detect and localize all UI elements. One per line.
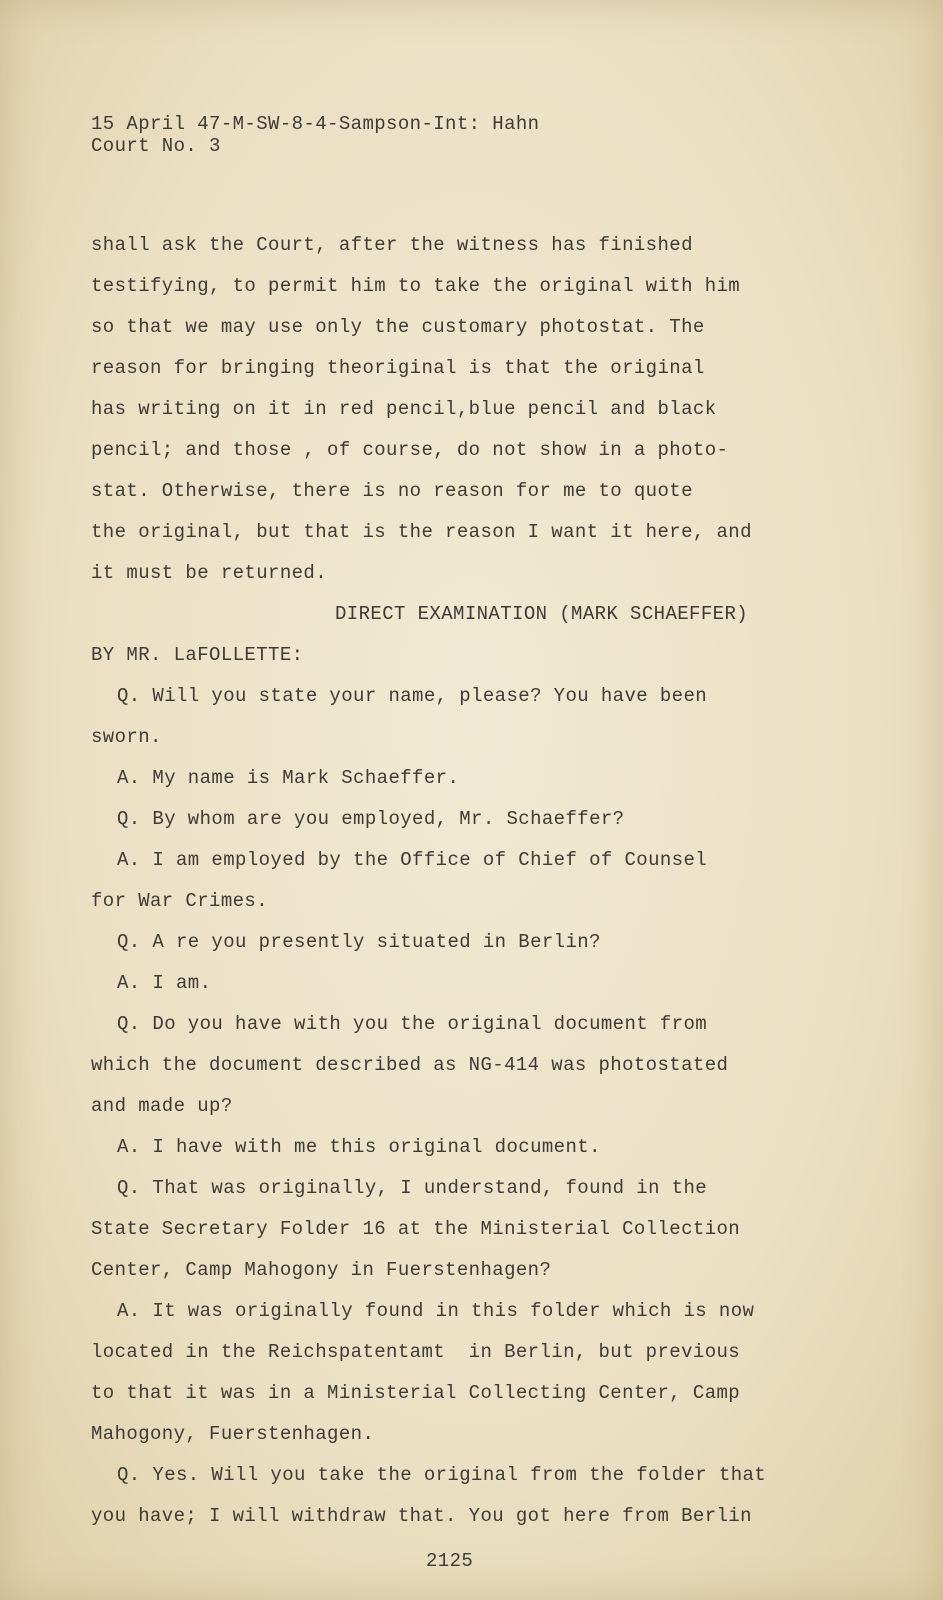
- section-heading: DIRECT EXAMINATION (MARK SCHAEFFER): [335, 603, 749, 625]
- body-line: State Secretary Folder 16 at the Ministerial Collection: [91, 1218, 741, 1240]
- header-court: Court No. 3: [91, 135, 221, 157]
- body-line: which the document described as NG-414 was photostated: [91, 1054, 729, 1076]
- answer-line: A. I am.: [117, 972, 212, 994]
- header-reference: 15 April 47-M-SW-8-4-Sampson-Int: Hahn: [91, 113, 540, 135]
- examiner-line: BY MR. LaFOLLETTE:: [91, 644, 304, 666]
- body-line: to that it was in a Ministerial Collecting Center, Camp: [91, 1382, 741, 1404]
- body-line: you have; I will withdraw that. You got here from Berlin: [91, 1505, 752, 1527]
- answer-line: A. It was originally found in this folder which is now: [117, 1300, 755, 1322]
- answer-line: A. I am employed by the Office of Chief of Counsel: [117, 849, 708, 871]
- body-line: Center, Camp Mahogony in Fuerstenhagen?: [91, 1259, 552, 1281]
- body-line: and made up?: [91, 1095, 233, 1117]
- document-header: [91, 113, 539, 157]
- body-line: it must be returned.: [91, 562, 328, 584]
- body-line: testifying, to permit him to take the original with him: [91, 275, 741, 297]
- body-line: pencil; and those , of course, do not show in a photo-: [91, 439, 729, 461]
- answer-line: A. I have with me this original document.: [117, 1136, 601, 1158]
- page-number: 2125: [426, 1550, 474, 1572]
- question-line: Q. Will you state your name, please? You have been: [117, 685, 708, 707]
- question-line: Q. A re you presently situated in Berlin?: [117, 931, 601, 953]
- body-line: has writing on it in red pencil,blue pencil and black: [91, 398, 717, 420]
- question-line: Q. That was originally, I understand, found in the: [117, 1177, 708, 1199]
- body-line: for War Crimes.: [91, 890, 269, 912]
- answer-line: A. My name is Mark Schaeffer.: [117, 767, 460, 789]
- body-line: shall ask the Court, after the witness has finished: [91, 234, 693, 256]
- body-line: stat. Otherwise, there is no reason for me to quote: [91, 480, 693, 502]
- question-line: Q. Do you have with you the original document from: [117, 1013, 708, 1035]
- body-line: located in the Reichspatentamt in Berlin, but previous: [91, 1341, 741, 1363]
- body-line: sworn.: [91, 726, 162, 748]
- question-line: Q. By whom are you employed, Mr. Schaeffer?: [117, 808, 625, 830]
- body-line: the original, but that is the reason I want it here, and: [91, 521, 752, 543]
- body-line: reason for bringing theoriginal is that the original: [91, 357, 705, 379]
- question-line: Q. Yes. Will you take the original from the folder that: [117, 1464, 767, 1486]
- body-line: Mahogony, Fuerstenhagen.: [91, 1423, 375, 1445]
- body-line: so that we may use only the customary photostat. The: [91, 316, 705, 338]
